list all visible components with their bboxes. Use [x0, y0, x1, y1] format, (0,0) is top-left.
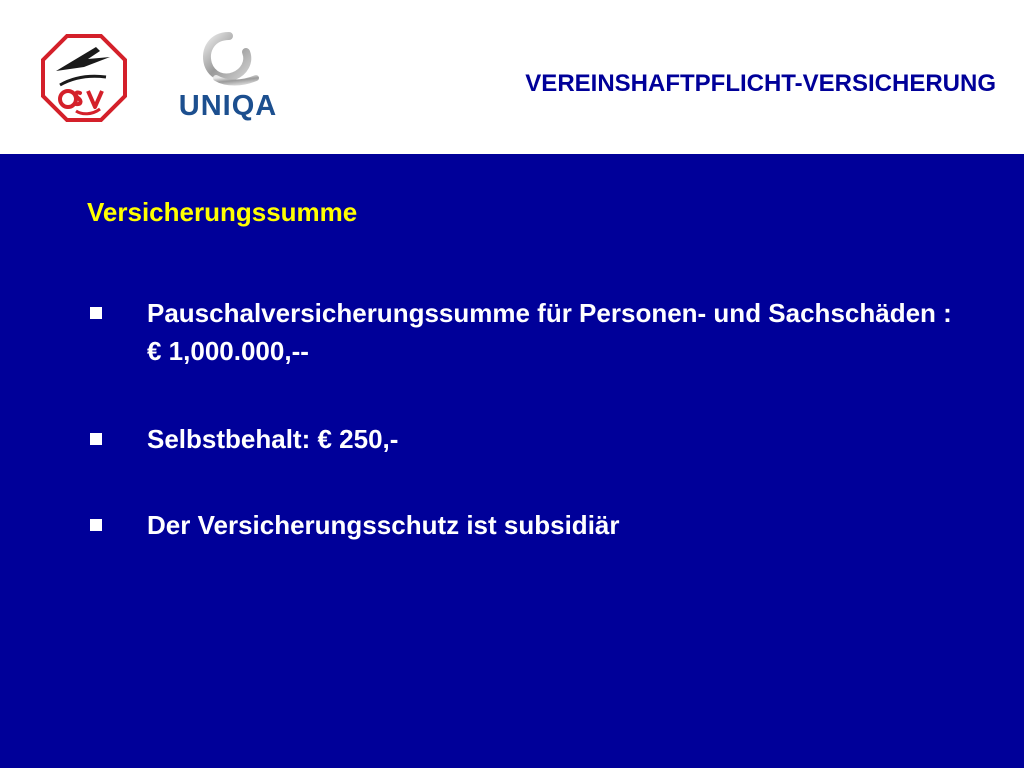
bullet-text: Der Versicherungsschutz ist subsidiär: [147, 510, 620, 540]
uniqa-wordmark: UNIQA: [178, 90, 278, 122]
bullet-list: [87, 294, 987, 544]
bullet-square-icon: [90, 307, 102, 319]
slide-content: [0, 154, 1024, 768]
bullet-text: Selbstbehalt: € 250,-: [147, 424, 399, 454]
osv-logo-graphic: [40, 33, 128, 123]
bullet-square-icon: [90, 519, 102, 531]
uniqa-mark-icon: [194, 32, 264, 88]
page-title: VEREINSHAFTPFLICHT-VERSICHERUNG: [525, 70, 996, 97]
slide-header: [0, 0, 1024, 154]
section-heading: Versicherungssumme: [87, 197, 358, 227]
uniqa-logo: [170, 32, 286, 122]
bullet-item: [87, 420, 987, 458]
bullet-item: [87, 294, 987, 370]
bullet-square-icon: [90, 433, 102, 445]
osv-logo: [40, 33, 128, 123]
bullet-item: [87, 506, 987, 544]
bullet-text: Pauschalversicherungssumme für Personen- und Sachschäden : € 1,000.000,--: [147, 298, 952, 366]
